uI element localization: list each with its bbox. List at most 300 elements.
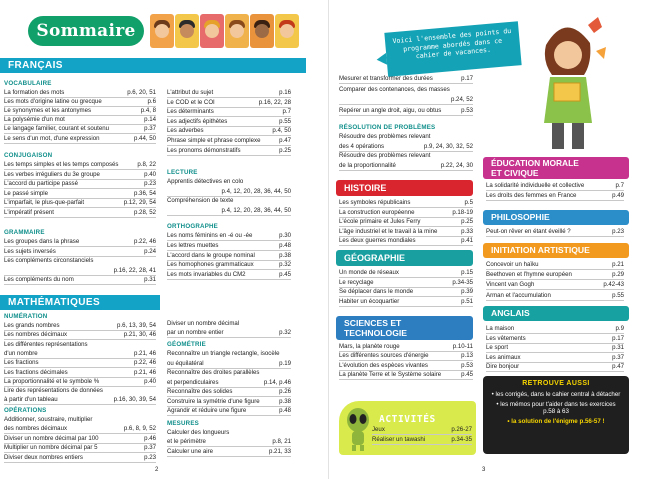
toc-item-text: Se déplacer dans le monde	[339, 288, 414, 296]
row-divider	[4, 404, 156, 405]
toc-item-text: Les pronoms démonstratifs	[167, 146, 241, 154]
toc-item-page: p.12, 29, 54	[123, 199, 156, 207]
toc-item	[4, 454, 156, 462]
section-emc	[483, 157, 629, 179]
toc-item-page: p.16	[279, 89, 291, 96]
toc-item	[167, 388, 291, 396]
toc-item-page: p.26	[279, 388, 291, 395]
toc-item	[4, 416, 156, 424]
toc-item-text: Les fractions	[4, 359, 39, 367]
toc-item-page: p.37	[144, 125, 156, 133]
toc-item-text: Reconnaître un triangle rectangle, isocèle	[167, 350, 280, 357]
toc-item-text: Agrandir et réduire une figure	[167, 407, 247, 414]
toc-item-page: p.37	[612, 353, 624, 361]
toc-item-page: p.23	[144, 180, 156, 188]
toc-item-page: p.4, 50	[272, 127, 291, 135]
toc-item-page: p.32	[279, 261, 291, 269]
toc-item-page: p.22, 46	[133, 238, 156, 245]
toc-item-page: p.33	[461, 227, 473, 235]
toc-item	[4, 350, 156, 358]
row-divider	[167, 279, 291, 280]
subhead-problemes: RÉSOLUTION DE PROBLÈMES	[339, 124, 436, 131]
toc-item	[486, 354, 624, 362]
toc-item	[4, 171, 156, 179]
row-divider	[372, 434, 472, 435]
toc-item	[4, 199, 156, 207]
toc-item-text: Peut-on rêver en étant éveillé ?	[486, 228, 571, 235]
toc-item	[4, 135, 156, 143]
toc-item	[167, 147, 291, 155]
toc-item	[339, 371, 473, 379]
toc-item-text: Reconnaître des solides	[167, 388, 233, 395]
retrouve-bullet-1: • les corrigés, dans le cahier central à détacher	[491, 391, 621, 398]
toc-item-text: Un monde de réseaux	[339, 269, 399, 276]
toc-item-text: Les différentes sources d'énergie	[339, 352, 429, 360]
toc-item	[4, 331, 156, 339]
toc-item-text: Réaliser un tawashi	[372, 436, 426, 443]
retrouve-bullet-3: • la solution de l'énigme p.56-57 !	[507, 417, 605, 425]
toc-item-page: p.21, 30, 46	[123, 331, 156, 339]
toc-item-text: Le sport	[486, 344, 509, 352]
toc-item	[167, 137, 291, 145]
toc-item-text: La maison	[486, 325, 515, 332]
section-philosophie: PHILOSOPHIE	[483, 210, 629, 225]
toc-item-page: p.38	[279, 251, 291, 259]
section-geographie: GÉOGRAPHIE	[336, 250, 473, 266]
toc-item-page: p.47	[279, 137, 291, 144]
row-divider	[4, 284, 156, 285]
toc-item-page: p.53	[461, 361, 473, 369]
toc-item-text: Résoudre des problèmes relevant	[339, 133, 431, 140]
toc-item-page: p.30	[279, 232, 291, 239]
toc-item	[167, 178, 291, 186]
toc-item-page: p.25	[461, 218, 473, 226]
toc-item-page: p.14, p.46	[263, 378, 291, 386]
toc-item-text: Les compléments circonstanciels	[4, 257, 94, 265]
toc-item-text: par un nombre entier	[167, 329, 224, 337]
toc-item-page: p.53	[461, 106, 473, 114]
toc-item	[4, 257, 156, 265]
toc-item	[486, 325, 624, 333]
toc-item-text: La formation des mots	[4, 89, 65, 96]
toc-item-text: Compréhension de texte	[167, 197, 234, 205]
toc-item-page: p.46	[144, 434, 156, 442]
toc-item	[339, 298, 473, 306]
toc-item-text: Beethoven et l'hymne européen	[486, 271, 572, 279]
toc-item-page: p.22, 46	[133, 359, 156, 367]
subhead-mesures: MESURES	[167, 420, 199, 427]
row-divider	[486, 371, 624, 372]
toc-item	[339, 143, 473, 151]
toc-item	[339, 133, 473, 141]
toc-item	[372, 436, 472, 444]
toc-item	[167, 118, 291, 126]
toc-item-page: p.6, 8, 9, 52	[123, 425, 156, 433]
row-divider	[339, 245, 473, 246]
row-divider	[4, 462, 156, 463]
emc-heading-2: ET CIVIQUE	[491, 167, 539, 178]
toc-item	[167, 369, 291, 377]
toc-item-text: La polysémie d'un mot	[4, 116, 65, 124]
toc-item	[4, 209, 156, 217]
toc-item-text: Construire la symétrie d'une figure	[167, 397, 260, 405]
toc-item-text: ou équilatéral	[167, 359, 204, 367]
toc-item-page: p.47	[612, 363, 624, 371]
toc-item-text: Concevoir un haïku	[486, 261, 539, 268]
toc-item-page: p.6, 20, 51	[127, 89, 156, 96]
toc-item-text: Jeux	[372, 426, 385, 433]
toc-item-page: p.55	[612, 291, 624, 299]
toc-item	[4, 396, 156, 404]
toc-item-page: p.8, 22	[137, 161, 156, 168]
toc-item	[339, 343, 473, 351]
toc-item-page: p.41	[461, 237, 473, 245]
toc-item-text: Habiter un écoquartier	[339, 297, 400, 305]
toc-item-text: Les lettres muettes	[167, 241, 219, 249]
toc-item-text: Les différentes représentations	[4, 340, 88, 348]
row-divider	[372, 444, 472, 445]
toc-item-text: de la proportionnalité	[339, 161, 396, 169]
toc-item-text: La proportionnalité et le symbole %	[4, 377, 100, 385]
toc-item-page: p.17	[612, 334, 624, 342]
toc-item	[4, 161, 156, 169]
toc-item-page: p.9, 24, 30, 32, 52	[423, 142, 473, 150]
toc-item	[339, 362, 473, 370]
activities-heading: ACTIVITÉS	[379, 414, 436, 425]
toc-item-text: Phrase simple et phrase complexe	[167, 137, 261, 144]
toc-item-page: p.38	[279, 397, 291, 405]
toc-item	[4, 116, 156, 124]
toc-item-text: Vincent van Gogh	[486, 281, 535, 289]
toc-item-page: p.16, 22, 28	[258, 98, 291, 106]
toc-item-page: p.6, 13, 39, 54	[117, 322, 156, 329]
toc-item-page: p.14	[144, 116, 156, 124]
toc-item	[486, 335, 624, 343]
toc-item-text: L'imparfait, le plus-que-parfait	[4, 199, 85, 207]
subhead-operations: OPÉRATIONS	[4, 407, 47, 414]
toc-item-text: Les droits des femmes en France	[486, 191, 577, 199]
toc-item-text: Résoudre des problèmes relevant	[339, 152, 431, 159]
toc-item	[4, 341, 156, 349]
toc-item-text: Reconnaître des droites parallèles	[167, 369, 260, 376]
toc-item-text: à partir d'un tableau	[4, 396, 58, 404]
toc-item-text: Arman et l'accumulation	[486, 291, 551, 299]
subhead-conjugaison: CONJUGAISON	[4, 152, 53, 159]
toc-item	[339, 107, 473, 115]
toc-item-text: Les groupes dans la phrase	[4, 238, 80, 245]
toc-item-page: p.21, 46	[133, 349, 156, 357]
toc-item-text: Dire bonjour	[486, 363, 520, 371]
row-divider	[167, 415, 291, 416]
toc-item-page: p.45	[279, 271, 291, 279]
row-divider	[4, 217, 156, 218]
row-divider	[339, 306, 473, 307]
toc-item	[486, 281, 624, 289]
toc-item-text: Les nombres décimaux	[4, 331, 67, 339]
row-divider	[167, 337, 291, 338]
toc-item-text: Diviser un nombre décimal	[167, 320, 240, 327]
toc-item	[4, 107, 156, 115]
section-anglais: ANGLAIS	[483, 306, 629, 321]
kids-illustration	[150, 14, 299, 48]
toc-item-text: Les deux guerres mondiales	[339, 237, 416, 245]
toc-item-text: Les temps simples et les temps composés	[4, 161, 119, 168]
row-divider	[486, 300, 624, 301]
page-number-right: 3	[482, 467, 486, 473]
toc-item-page: p.32	[279, 329, 291, 337]
toc-item	[4, 180, 156, 188]
toc-item-page: p.51	[461, 297, 473, 305]
toc-item	[167, 438, 291, 446]
toc-item-text: et le périmètre	[167, 438, 206, 446]
toc-item-text: Multiplier un nombre décimal par 5	[4, 444, 98, 452]
toc-item-page: p.40	[144, 170, 156, 178]
toc-item-page: p.45	[461, 371, 473, 379]
toc-item-page: p.42-43	[603, 281, 624, 289]
page-number-left: 2	[155, 467, 159, 473]
toc-item	[167, 379, 291, 387]
toc-item	[167, 197, 291, 205]
toc-item-page: p.48	[279, 407, 291, 414]
subhead-numeration: NUMÉRATION	[4, 313, 48, 320]
toc-item-page: p.34-35	[451, 436, 472, 443]
toc-item-page: p.21, 46	[133, 368, 156, 376]
toc-item	[486, 292, 624, 300]
toc-item	[339, 199, 473, 207]
toc-item	[167, 320, 291, 328]
toc-item-text: Les sujets inversés	[4, 247, 56, 255]
toc-item	[4, 89, 156, 97]
row-divider	[486, 200, 624, 201]
toc-item-page: p.8, 21	[272, 438, 291, 446]
toc-item-page: p.31	[144, 276, 156, 284]
section-francais: FRANÇAIS	[0, 58, 306, 73]
toc-item-page: p.24, 52	[450, 96, 473, 103]
toc-item-page: p.16, 22, 28, 41	[113, 266, 156, 274]
toc-item-page: p.4, 12, 20, 28, 36, 44, 50	[221, 206, 291, 214]
row-divider	[339, 170, 473, 171]
row-divider	[167, 215, 291, 216]
toc-item	[486, 271, 624, 279]
toc-item	[4, 276, 156, 284]
toc-item-page: p.17	[461, 75, 473, 82]
toc-item-page: p.25	[279, 146, 291, 154]
toc-item-text: Les adjectifs épithètes	[167, 117, 228, 125]
toc-item	[167, 108, 291, 116]
toc-item	[167, 207, 291, 215]
toc-item-text: des 4 opérations	[339, 142, 385, 150]
toc-item-text: L'école primaire et Jules Ferry	[339, 218, 421, 226]
sciences-heading-2: TECHNOLOGIE	[344, 328, 408, 338]
toc-item-page: p.31	[612, 344, 624, 352]
toc-item-page: p.21, 33	[268, 447, 291, 455]
toc-item	[486, 363, 624, 371]
toc-item-text: Les fractions décimales	[4, 368, 68, 376]
toc-item-page: p.23	[612, 228, 624, 235]
subhead-vocabulaire: VOCABULAIRE	[4, 80, 52, 87]
toc-item	[167, 188, 291, 196]
toc-item	[4, 267, 156, 275]
toc-item-page: p.22, 24, 30	[440, 161, 473, 169]
toc-item-text: L'évolution des espèces vivantes	[339, 361, 428, 369]
toc-item-text: Les noms féminins en -é ou -ée	[167, 232, 253, 239]
row-divider	[339, 115, 473, 116]
toc-item	[4, 248, 156, 256]
toc-item-text: L'âge industriel et le travail à la mine	[339, 227, 438, 235]
row-divider	[486, 269, 624, 270]
toc-item	[339, 209, 473, 217]
toc-item	[339, 96, 473, 104]
toc-item-text: Le synonymes et les antonymes	[4, 107, 92, 115]
toc-item	[167, 89, 291, 97]
toc-item	[486, 192, 624, 200]
toc-item-text: des nombres décimaux	[4, 425, 67, 433]
toc-item	[167, 398, 291, 406]
toc-item	[339, 218, 473, 226]
subhead-orthographe: ORTHOGRAPHE	[167, 223, 219, 230]
section-histoire: HISTOIRE	[336, 180, 473, 196]
toc-item-text: Les homophones grammaticaux	[167, 261, 254, 269]
toc-item	[167, 360, 291, 368]
toc-item	[339, 162, 473, 170]
row-divider	[486, 279, 624, 280]
toc-item	[486, 182, 624, 190]
row-divider	[167, 456, 291, 457]
toc-item-page: p.40	[144, 377, 156, 385]
subhead-geometrie: GÉOMÉTRIE	[167, 341, 206, 348]
toc-item-page: p.28, 52	[133, 209, 156, 216]
toc-item	[167, 329, 291, 337]
toc-item	[339, 152, 473, 160]
row-divider	[167, 155, 291, 156]
toc-item	[4, 369, 156, 377]
toc-item	[167, 350, 291, 358]
toc-item-page: p.48	[279, 241, 291, 249]
toc-item-page: p.24	[144, 247, 156, 255]
toc-item-text: Les vêtements	[486, 334, 526, 342]
alien-icon	[343, 407, 373, 451]
toc-item-text: Repérer un angle droit, aigu, ou obtus	[339, 106, 442, 114]
toc-item	[486, 344, 624, 352]
toc-item-page: p.34-35	[452, 278, 473, 286]
toc-item-text: Le COD et le COI	[167, 98, 215, 106]
section-sciences	[336, 316, 473, 340]
toc-item	[167, 242, 291, 250]
toc-item	[4, 387, 156, 395]
toc-item-text: Les grands nombres	[4, 322, 60, 329]
toc-item-text: L'accord du participe passé	[4, 180, 78, 188]
toc-item	[339, 237, 473, 245]
toc-item-text: L'impératif présent	[4, 209, 54, 216]
toc-item-text: L'accord dans le groupe nominal	[167, 251, 255, 259]
toc-item	[4, 435, 156, 443]
toc-item-page: p.29	[612, 271, 624, 279]
toc-item	[486, 228, 624, 236]
toc-item	[4, 378, 156, 386]
toc-item-text: Le passé simple	[4, 189, 49, 197]
toc-item	[167, 252, 291, 260]
toc-item	[167, 429, 291, 437]
toc-item	[4, 425, 156, 433]
sciences-heading-1: SCIENCES ET	[344, 318, 402, 328]
row-divider	[339, 379, 473, 380]
subhead-lecture: LECTURE	[167, 169, 198, 176]
toc-item-text: Le recyclage	[339, 278, 374, 286]
toc-item	[339, 352, 473, 360]
toc-item-text: Les mots invariables du CM2	[167, 271, 246, 279]
toc-item	[339, 279, 473, 287]
toc-item-page: p.13	[461, 352, 473, 360]
toc-item-page: p.7	[615, 182, 624, 189]
toc-item-text: Comparer des contenances, des masses	[339, 85, 450, 93]
toc-item-text: d'un nombre	[4, 349, 38, 357]
toc-item	[486, 261, 624, 269]
toc-item-page: p.23	[144, 453, 156, 461]
toc-item-text: L'attribut du sujet	[167, 89, 214, 96]
toc-item	[167, 448, 291, 456]
toc-item-text: Calculer des longueurs	[167, 429, 230, 436]
emc-heading-1: ÉDUCATION MORALE	[491, 158, 579, 168]
toc-item	[339, 269, 473, 277]
toc-item-page: p.9	[615, 325, 624, 332]
toc-item	[167, 99, 291, 107]
toc-item	[339, 86, 473, 94]
toc-item-text: La construction européenne	[339, 208, 415, 216]
toc-item-page: p.37	[144, 444, 156, 452]
toc-item-page: p.5	[464, 199, 473, 206]
toc-item	[167, 232, 291, 240]
toc-item-page: p.16, 30, 39, 54	[113, 396, 156, 404]
toc-item-page: p.49	[612, 191, 624, 199]
toc-item-page: p.18-19	[452, 208, 473, 216]
toc-item-text: et perpendiculaires	[167, 378, 219, 386]
toc-item	[339, 228, 473, 236]
toc-item	[4, 238, 156, 246]
toc-item-page: p.26-27	[451, 426, 472, 433]
toc-item-text: Mars, la planète rouge	[339, 343, 400, 350]
subhead-grammaire: GRAMMAIRE	[4, 229, 45, 236]
row-divider	[4, 143, 156, 144]
toc-item-text: Lire des représentations de données	[4, 387, 103, 395]
row-divider	[486, 289, 624, 290]
toc-item	[167, 127, 291, 135]
section-maths: MATHÉMATIQUES	[0, 295, 160, 310]
toc-item-text: Les mots d'origine latine ou grecque	[4, 98, 102, 106]
toc-item-page: p.10-11	[452, 343, 473, 350]
retrouve-heading: RETROUVE AUSSI	[522, 380, 590, 387]
toc-item-text: Apprentis détectives en colo	[167, 178, 244, 185]
toc-item-text: Additionner, soustraire, multiplier	[4, 416, 93, 423]
toc-item-text: La solidarité individuelle et collective	[486, 182, 585, 189]
toc-item-text: Le sens d'un mot, d'une expression	[4, 134, 100, 142]
toc-item-page: p.44, 50	[133, 134, 156, 142]
toc-item	[167, 407, 291, 415]
toc-item-text: Les symboles républicains	[339, 199, 411, 206]
toc-item-text: Mesurer et transformer des durées	[339, 75, 433, 82]
toc-item-text: Le langage familier, courant et soutenu	[4, 125, 110, 133]
toc-item-page: p.7	[282, 108, 291, 116]
toc-item-page: p.6	[147, 98, 156, 106]
toc-item-page: p.39	[461, 288, 473, 296]
section-art: INITIATION ARTISTIQUE	[483, 243, 629, 258]
character-illustration	[526, 15, 610, 155]
toc-item	[167, 271, 291, 279]
toc-item-text: Diviser deux nombres entiers	[4, 453, 83, 461]
toc-item	[167, 261, 291, 269]
toc-item	[4, 359, 156, 367]
retrouve-box	[483, 376, 629, 454]
toc-item	[372, 426, 472, 434]
